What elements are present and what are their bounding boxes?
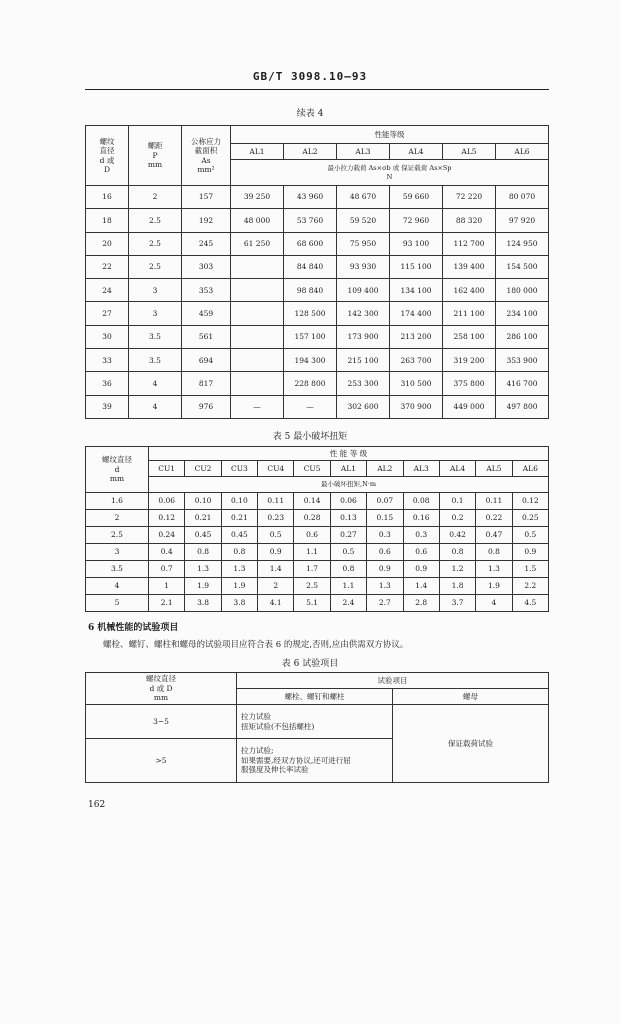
header-rule [85,89,549,90]
table-cell: 1 [149,578,185,595]
table-cell: 976 [182,395,231,418]
table-cell: 0.8 [330,561,366,578]
table-cell: 0.12 [512,493,548,510]
grade-label: CU2 [185,461,221,477]
table-cell: 211 100 [443,302,496,325]
table-cell: 4.5 [512,595,548,612]
table5-caption: 表 5 最小破坏扭矩 [272,432,348,442]
table-cell: 134 100 [390,279,443,302]
table5-header-row [86,447,549,461]
table6-header-row [86,673,549,689]
table-cell: 0.9 [367,561,403,578]
table-cell: 253 300 [337,372,390,395]
grade-label: AL5 [476,461,512,477]
table-row [86,510,549,527]
grade-label: CU3 [221,461,257,477]
col-header-area: 公称应力 截面积 As mm² [182,126,231,186]
table-cell: 157 [182,186,231,209]
table-cell: 0.9 [403,561,439,578]
table-cell: 0.14 [294,493,330,510]
table-cell: 98 840 [284,279,337,302]
table-cell: 0.4 [149,544,185,561]
table-cell: 80 070 [496,186,549,209]
col-header-diameter: 螺纹直径 d 或 D mm [86,673,237,705]
table-cell: 0.6 [294,527,330,544]
table-cell: 75 950 [337,232,390,255]
table-cell: 115 100 [390,255,443,278]
table-cell: 180 000 [496,279,549,302]
table-cell: 353 900 [496,349,549,372]
table-cell: 30 [86,325,129,348]
table-cell: 0.16 [403,510,439,527]
table-cell: 128 500 [284,302,337,325]
table-row [86,372,549,395]
table-cell: 0.28 [294,510,330,527]
table-cell: 0.06 [330,493,366,510]
table-cell: 1.7 [294,561,330,578]
table6 [85,672,549,783]
table-cell: 59 520 [337,209,390,232]
grade-label: AL6 [496,144,549,160]
table-cell: 20 [86,232,129,255]
table-cell: 48 000 [231,209,284,232]
grade-label: CU4 [258,461,294,477]
standard-header: GB/T 3098.10—93 [252,70,368,83]
grade-label: AL1 [330,461,366,477]
col-header-diameter: 螺纹 直径 d 或 D [86,126,129,186]
table-cell: 39 250 [231,186,284,209]
table-cell: 416 700 [496,372,549,395]
table-cell: 228 800 [284,372,337,395]
table-cell: 0.08 [403,493,439,510]
table-cell: 2.1 [149,595,185,612]
table-cell: 0.5 [512,527,548,544]
table-cell: 43 960 [284,186,337,209]
table-cell: 303 [182,255,231,278]
table-cell: 353 [182,279,231,302]
table-cell: 1.5 [512,561,548,578]
table-cell: 4 [476,595,512,612]
table-cell: 192 [182,209,231,232]
table-cell: 139 400 [443,255,496,278]
table-cell: 109 400 [337,279,390,302]
table-cell: 1.9 [185,578,221,595]
table-cell: 0.27 [330,527,366,544]
table-cell [231,349,284,372]
table-cell: 0.06 [149,493,185,510]
table-cell: 124 950 [496,232,549,255]
table-cell: 68 600 [284,232,337,255]
table-row [86,349,549,372]
table-cell: 1.2 [439,561,475,578]
table-cell: 459 [182,302,231,325]
table-cell: 0.9 [258,544,294,561]
table-cell: 0.23 [258,510,294,527]
table-cell: 112 700 [443,232,496,255]
table-cell: 2 [86,510,149,527]
table-cell: 319 200 [443,349,496,372]
table-cell: 1.3 [476,561,512,578]
table-cell: 0.21 [185,510,221,527]
table-cell: 0.07 [367,493,403,510]
grade-label: AL4 [390,144,443,160]
table-cell: 0.7 [149,561,185,578]
table-row [86,578,549,595]
col-header-diameter: 螺纹直径 d mm [86,447,149,493]
table-cell: 0.21 [221,510,257,527]
table-cell: 1.9 [221,578,257,595]
table-row [86,544,549,561]
bolt-items-cell: 拉力试验; 如果需要,经双方协议,还可进行屈 服强度及伸长率试验 [237,739,393,783]
table-cell: 39 [86,395,129,418]
col-header-grade: 性能等级 [231,126,549,144]
table-cell: 0.10 [185,493,221,510]
table-cell: 0.45 [185,527,221,544]
table-cell: — [284,395,337,418]
table-cell: 16 [86,186,129,209]
table-cell: 310 500 [390,372,443,395]
col-header-grade: 性 能 等 级 [149,447,549,461]
table-row [86,595,549,612]
nut-items-cell: 保证载荷试验 [393,705,549,783]
table-cell: 1.9 [476,578,512,595]
table-cell: 4.1 [258,595,294,612]
table4-caption: 续表 4 [296,109,324,119]
table-cell: 2.5 [86,527,149,544]
table-cell: 3.5 [129,325,182,348]
table-cell: 84 840 [284,255,337,278]
table-cell: 1.4 [258,561,294,578]
table-cell: 33 [86,349,129,372]
table-cell: 1.1 [330,578,366,595]
table6-caption: 表 6 试验项目 [281,659,339,669]
table-cell: 3 [86,544,149,561]
table-cell: 0.11 [476,493,512,510]
table-cell: 2.2 [512,578,548,595]
table-cell: 93 930 [337,255,390,278]
diameter-cell: >5 [86,739,237,783]
table-cell: 88 320 [443,209,496,232]
table-cell [231,372,284,395]
table-cell: 0.45 [221,527,257,544]
table-cell: 0.22 [476,510,512,527]
table-cell: 61 250 [231,232,284,255]
table-row [86,232,549,255]
table-cell: 97 920 [496,209,549,232]
table-cell: 173 900 [337,325,390,348]
table-cell: 1.3 [185,561,221,578]
table-cell: 4 [86,578,149,595]
table-cell: 0.8 [476,544,512,561]
table5 [85,446,549,612]
table-row [86,255,549,278]
section6-paragraph: 螺栓、螺钉、螺柱和螺母的试验项目应符合表 6 的规定,否则,应由供需双方协议。 [103,640,409,650]
table-cell: 154 500 [496,255,549,278]
table-cell: — [231,395,284,418]
table-cell: 0.24 [149,527,185,544]
table-row [86,302,549,325]
table-cell: 4 [129,372,182,395]
table-cell: 53 760 [284,209,337,232]
table-cell: 3 [129,279,182,302]
table-cell [231,302,284,325]
table-cell: 1.6 [86,493,149,510]
col-header-nuts: 螺母 [393,689,549,705]
table4-header-row [86,126,549,144]
table-cell: 234 100 [496,302,549,325]
table-row [86,279,549,302]
table-cell: 18 [86,209,129,232]
table-cell: 22 [86,255,129,278]
table-cell: 48 670 [337,186,390,209]
table-cell: 0.10 [221,493,257,510]
table-cell: 2.4 [330,595,366,612]
table-row [86,325,549,348]
table-cell: 0.47 [476,527,512,544]
table-cell: 3 [129,302,182,325]
table-cell: 2.7 [367,595,403,612]
grade-label: AL1 [231,144,284,160]
table-cell: 93 100 [390,232,443,255]
table-cell: 157 100 [284,325,337,348]
table-cell: 1.3 [367,578,403,595]
table-row [86,395,549,418]
table-cell: 0.9 [512,544,548,561]
table-cell: 2.5 [129,209,182,232]
table-cell: 2.5 [294,578,330,595]
table-cell: 59 660 [390,186,443,209]
table-cell: 0.5 [330,544,366,561]
table-cell: 2.8 [403,595,439,612]
table-cell: 162 400 [443,279,496,302]
table-cell: 2.5 [129,255,182,278]
table-cell: 0.15 [367,510,403,527]
table-cell: 142 300 [337,302,390,325]
table-row [86,186,549,209]
col-header-pitch: 螺距 P mm [129,126,182,186]
table-row [86,705,549,739]
table-cell: 0.6 [367,544,403,561]
table-cell: 194 300 [284,349,337,372]
table-cell: 0.42 [439,527,475,544]
table5-unit-row [86,477,549,493]
table-cell: 0.8 [221,544,257,561]
table-cell: 0.5 [258,527,294,544]
table4 [85,125,549,419]
table-cell: 0.2 [439,510,475,527]
grade-label: AL6 [512,461,548,477]
table-cell: 3.8 [185,595,221,612]
table-cell: 0.13 [330,510,366,527]
table-cell: 497 800 [496,395,549,418]
table-cell: 375 800 [443,372,496,395]
table-cell: 0.6 [403,544,439,561]
table-cell: 0.8 [439,544,475,561]
table-row [86,527,549,544]
table-cell: 258 100 [443,325,496,348]
table-cell: 0.25 [512,510,548,527]
table-cell: 36 [86,372,129,395]
table-cell: 0.1 [439,493,475,510]
table-cell: 1.8 [439,578,475,595]
table-cell: 1.4 [403,578,439,595]
diameter-cell: 3~5 [86,705,237,739]
page-number: 162 [88,800,106,810]
table-cell: 215 100 [337,349,390,372]
table-cell: 3.5 [129,349,182,372]
table-cell: 0.3 [403,527,439,544]
table-cell [231,279,284,302]
table-cell: 817 [182,372,231,395]
table-cell: 0.12 [149,510,185,527]
table-cell: 370 900 [390,395,443,418]
table-cell: 24 [86,279,129,302]
table-row [86,209,549,232]
grade-label: CU5 [294,461,330,477]
table-row [86,493,549,510]
table-cell: 213 200 [390,325,443,348]
table-cell: 245 [182,232,231,255]
table-cell: 3.5 [86,561,149,578]
bolt-items-cell: 拉力试验 扭矩试验(不包括螺柱) [237,705,393,739]
grade-label: AL3 [403,461,439,477]
section6-title: 6 机械性能的试验项目 [88,623,179,633]
table-cell: 694 [182,349,231,372]
grade-label: AL4 [439,461,475,477]
table-cell: 0.3 [367,527,403,544]
table-cell: 4 [129,395,182,418]
table-cell: 561 [182,325,231,348]
table-cell: 72 960 [390,209,443,232]
table-cell: 3.8 [221,595,257,612]
table-cell: 2 [129,186,182,209]
grade-label: AL3 [337,144,390,160]
table-cell: 263 700 [390,349,443,372]
table-cell: 286 100 [496,325,549,348]
table-cell: 5.1 [294,595,330,612]
col-header-bolts: 螺栓、螺钉和螺柱 [237,689,393,705]
torque-unit-note: 最小破坏扭矩,N·m [149,477,549,493]
table-cell: 27 [86,302,129,325]
table-cell: 3.7 [439,595,475,612]
col-header-items: 试验项目 [237,673,549,689]
load-note: 最小拉力载荷 As×σb 或 保证载荷 As×Sp N [231,160,549,186]
table-cell: 2 [258,578,294,595]
grade-label: AL5 [443,144,496,160]
table-cell: 5 [86,595,149,612]
table-cell: 72 220 [443,186,496,209]
table-cell [231,325,284,348]
grade-label: CU1 [149,461,185,477]
grade-label: AL2 [367,461,403,477]
table-row [86,561,549,578]
table-cell: 2.5 [129,232,182,255]
table-cell: 1.3 [221,561,257,578]
table-cell: 0.11 [258,493,294,510]
table-cell: 174 400 [390,302,443,325]
grade-label: AL2 [284,144,337,160]
table-cell: 302 600 [337,395,390,418]
table-cell [231,255,284,278]
table5-grade-row [86,461,549,477]
table-cell: 0.8 [185,544,221,561]
table-cell: 449 000 [443,395,496,418]
table-cell: 1.1 [294,544,330,561]
